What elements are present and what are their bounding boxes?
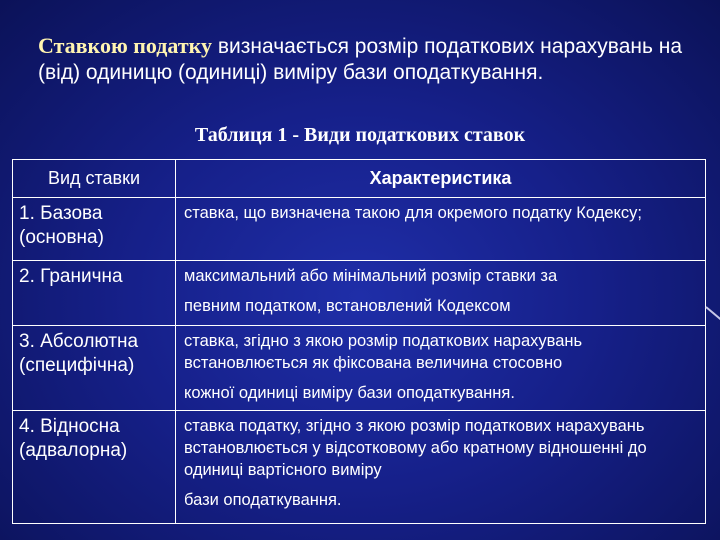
table-row xyxy=(13,261,706,326)
intro-text: визначається розмір податкових нарахувань на (від) одиницю (одиниці) виміру бази оподаткування. xyxy=(38,35,683,84)
rate-description-cell xyxy=(176,261,706,326)
rate-type-cell: 3. Абсолютна (специфічна) xyxy=(13,326,176,411)
rate-description-continued: бази оподаткування. xyxy=(184,491,342,509)
rate-description-continued: певним податком, встановлений Кодексом xyxy=(184,297,511,315)
decorative-line xyxy=(705,306,720,320)
rate-description: ставка, що визначена такою для окремого податку Кодексу; xyxy=(184,204,643,222)
rate-type-cell: 1. Базова (основна) xyxy=(13,198,176,261)
table-header-row xyxy=(13,160,706,198)
rate-type-cell: 2. Гранична xyxy=(13,261,176,326)
rate-description-cell xyxy=(176,411,706,524)
intro-paragraph xyxy=(38,33,698,86)
rate-type-cell: 4. Відносна (адвалорна) xyxy=(13,411,176,524)
rate-description: максимальний або мінімальний розмір ставки за xyxy=(184,267,558,285)
table-row xyxy=(13,326,706,411)
table-row xyxy=(13,411,706,524)
rate-description: ставка податку, згідно з якою розмір податкових нарахувань встановлюється у відсотковому або кратному відношенні до одиниці вартісного виміру xyxy=(184,417,647,479)
header-characteristic: Характеристика xyxy=(176,160,706,198)
header-rate-type: Вид ставки xyxy=(13,160,176,198)
rate-description-continued: кожної одиниці виміру бази оподаткування. xyxy=(184,384,515,402)
table-caption: Таблиця 1 - Види податкових ставок xyxy=(194,124,526,146)
rate-description: ставка, згідно з якою розмір податкових нарахувань встановлюється як фіксована величина стосовно xyxy=(184,332,583,372)
tax-rates-table xyxy=(12,159,706,524)
rate-description-cell xyxy=(176,326,706,411)
table-row xyxy=(13,198,706,261)
intro-term: Ставкою податку xyxy=(38,33,213,58)
rate-description-cell xyxy=(176,198,706,261)
